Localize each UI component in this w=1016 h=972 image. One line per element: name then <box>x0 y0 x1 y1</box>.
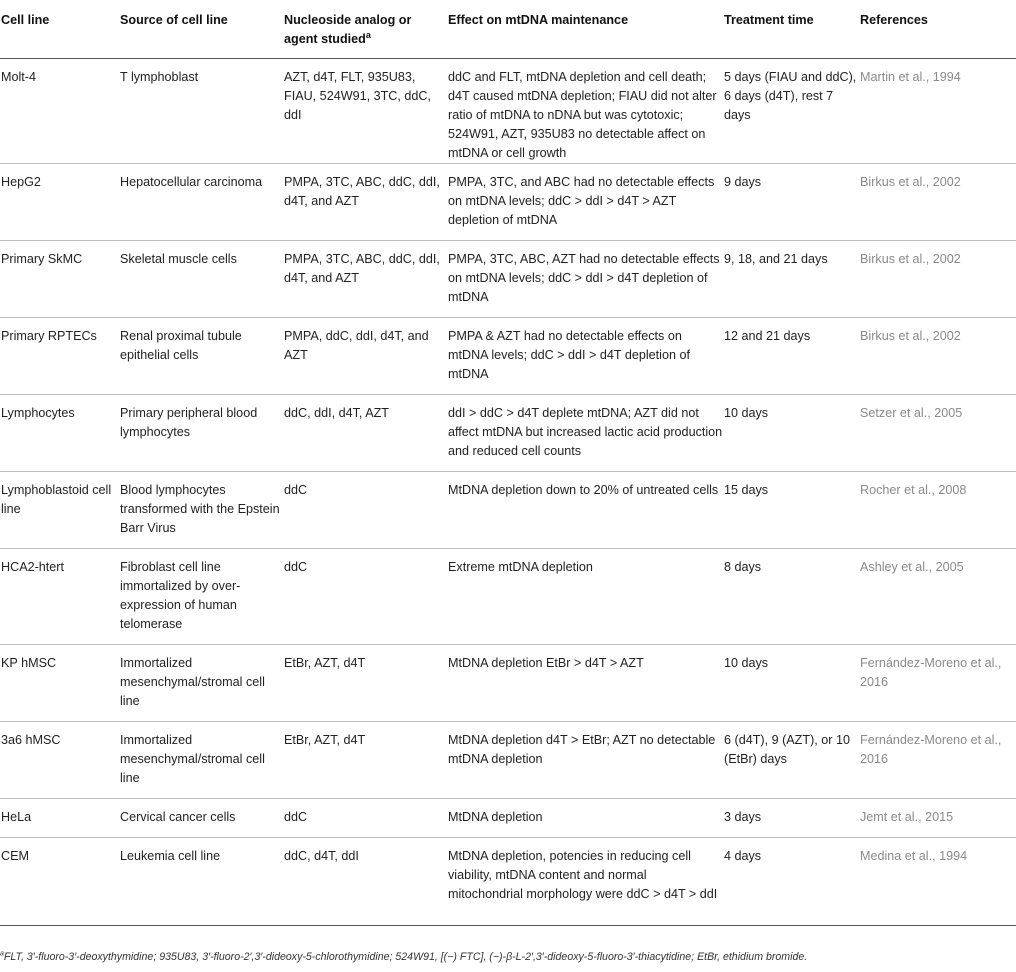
footnote-text: FLT, 3′-fluoro-3′-deoxythymidine; 935U83, 3′-fluoro-2′,3′-dideoxy-5-chlorothymidine; 524W91, [(−) FTC], (−)-β-L-2′,3′-dideoxy-5-fluoro-3′-thiacytidine; EtBr, ethidium bromide. <box>3 951 808 963</box>
agent-cell: ddC, ddI, d4T, AZT <box>284 405 389 420</box>
source-cell: Immortalized mesenchymal/stromal cell line <box>120 655 265 708</box>
agent-cell: ddC <box>284 809 308 824</box>
table-row <box>0 837 1016 925</box>
cell-line: Lymphoblastoid cell line <box>1 482 112 516</box>
table-row <box>0 644 1016 721</box>
cell-line: 3a6 hMSC <box>1 732 61 747</box>
table-row <box>0 394 1016 471</box>
effect-cell: MtDNA depletion <box>448 809 543 824</box>
header-effect: Effect on mtDNA maintenance <box>448 13 629 27</box>
effect-cell: PMPA & AZT had no detectable effects on mtDNA levels; ddC > ddI > d4T depletion of mtDNA <box>448 328 690 381</box>
time-cell: 10 days <box>724 405 769 420</box>
time-cell: 4 days <box>724 848 762 863</box>
agent-cell: PMPA, 3TC, ABC, ddC, ddI, d4T, and AZT <box>284 174 440 208</box>
time-cell: 9 days <box>724 174 762 189</box>
agent-cell: EtBr, AZT, d4T <box>284 732 366 747</box>
agent-cell: ddC, d4T, ddI <box>284 848 359 863</box>
reference-link[interactable]: Setzer et al., 2005 <box>860 405 963 420</box>
time-cell: 9, 18, and 21 days <box>724 251 828 266</box>
reference-link[interactable]: Rocher et al., 2008 <box>860 482 967 497</box>
header-cell-line: Cell line <box>1 13 50 27</box>
table-row <box>0 798 1016 837</box>
agent-cell: ddC <box>284 482 308 497</box>
source-cell: Fibroblast cell line immortalized by over-expression of human telomerase <box>120 559 241 631</box>
cell-line: Molt-4 <box>1 69 36 84</box>
agent-cell: PMPA, ddC, ddI, d4T, and AZT <box>284 328 429 362</box>
reference-link[interactable]: Fernández-Moreno et al., 2016 <box>860 732 1002 766</box>
source-cell: Cervical cancer cells <box>120 809 236 824</box>
header-agent-superscript: a <box>365 29 371 40</box>
cell-line: Primary SkMC <box>1 251 83 266</box>
table-row <box>0 548 1016 644</box>
header-references: References <box>860 13 928 27</box>
reference-link[interactable]: Birkus et al., 2002 <box>860 328 961 343</box>
source-cell: Leukemia cell line <box>120 848 221 863</box>
effect-cell: ddI > ddC > d4T deplete mtDNA; AZT did not affect mtDNA but increased lactic acid production and reduced cell counts <box>448 405 723 458</box>
cell-line: Lymphocytes <box>1 405 75 420</box>
time-cell: 3 days <box>724 809 762 824</box>
table-row <box>0 317 1016 394</box>
time-cell: 15 days <box>724 482 769 497</box>
reference-link[interactable]: Birkus et al., 2002 <box>860 174 961 189</box>
header-source: Source of cell line <box>120 13 228 27</box>
table-footnote <box>0 951 1016 963</box>
header-treatment-time: Treatment time <box>724 13 814 27</box>
cell-line: KP hMSC <box>1 655 57 670</box>
effect-cell: PMPA, 3TC, ABC, AZT had no detectable effects on mtDNA levels; ddC > ddI > d4T depletion of mtDNA <box>448 251 720 304</box>
agent-cell: AZT, d4T, FLT, 935U83, FIAU, 524W91, 3TC, ddC, ddI <box>284 69 431 122</box>
cell-line: HCA2-htert <box>1 559 64 574</box>
table-row <box>0 471 1016 548</box>
reference-link[interactable]: Ashley et al., 2005 <box>860 559 964 574</box>
effect-cell: MtDNA depletion down to 20% of untreated cells <box>448 482 719 497</box>
table-header-row <box>0 0 1016 58</box>
reference-link[interactable]: Fernández-Moreno et al., 2016 <box>860 655 1002 689</box>
effect-cell: PMPA, 3TC, and ABC had no detectable effects on mtDNA levels; ddC > ddI > d4T > AZT depletion of mtDNA <box>448 174 715 227</box>
table-row <box>0 58 1016 163</box>
time-cell: 8 days <box>724 559 762 574</box>
reference-link[interactable]: Martin et al., 1994 <box>860 69 961 84</box>
time-cell: 12 and 21 days <box>724 328 811 343</box>
cell-line: HeLa <box>1 809 32 824</box>
reference-link[interactable]: Medina et al., 1994 <box>860 848 968 863</box>
effect-cell: MtDNA depletion, potencies in reducing cell viability, mtDNA content and normal mitochondrial morphology were ddC > d4T > ddI <box>448 848 718 901</box>
source-cell: Renal proximal tubule epithelial cells <box>120 328 242 362</box>
source-cell: Blood lymphocytes transformed with the Epstein Barr Virus <box>120 482 280 535</box>
header-agent-label: Nucleoside analog or agent studied <box>284 13 412 46</box>
effect-cell: MtDNA depletion EtBr > d4T > AZT <box>448 655 644 670</box>
table-row <box>0 163 1016 240</box>
table-row <box>0 240 1016 317</box>
reference-link[interactable]: Birkus et al., 2002 <box>860 251 961 266</box>
effect-cell: MtDNA depletion d4T > EtBr; AZT no detectable mtDNA depletion <box>448 732 716 766</box>
cell-line: CEM <box>1 848 29 863</box>
source-cell: Hepatocellular carcinoma <box>120 174 263 189</box>
effect-cell: Extreme mtDNA depletion <box>448 559 593 574</box>
source-cell: Skeletal muscle cells <box>120 251 237 266</box>
time-cell: 10 days <box>724 655 769 670</box>
reference-link[interactable]: Jemt et al., 2015 <box>860 809 954 824</box>
source-cell: T lymphoblast <box>120 69 199 84</box>
source-cell: Immortalized mesenchymal/stromal cell line <box>120 732 265 785</box>
table-row <box>0 721 1016 798</box>
footnote-marker: a <box>0 950 4 958</box>
effect-cell: ddC and FLT, mtDNA depletion and cell death; d4T caused mtDNA depletion; FIAU did not alter ratio of mtDNA to nDNA but was cytotoxic; 524W91, AZT, 935U83 no detectable affect on mtDNA or cell growth <box>448 69 717 160</box>
agent-cell: EtBr, AZT, d4T <box>284 655 366 670</box>
header-agent <box>284 0 448 58</box>
cell-line: Primary RPTECs <box>1 328 97 343</box>
time-cell: 5 days (FIAU and ddC), 6 days (d4T), rest 7 days <box>724 69 857 122</box>
time-cell: 6 (d4T), 9 (AZT), or 10 (EtBr) days <box>724 732 850 766</box>
agent-cell: PMPA, 3TC, ABC, ddC, ddI, d4T, and AZT <box>284 251 440 285</box>
cell-line: HepG2 <box>1 174 41 189</box>
source-cell: Primary peripheral blood lymphocytes <box>120 405 258 439</box>
agent-cell: ddC <box>284 559 308 574</box>
